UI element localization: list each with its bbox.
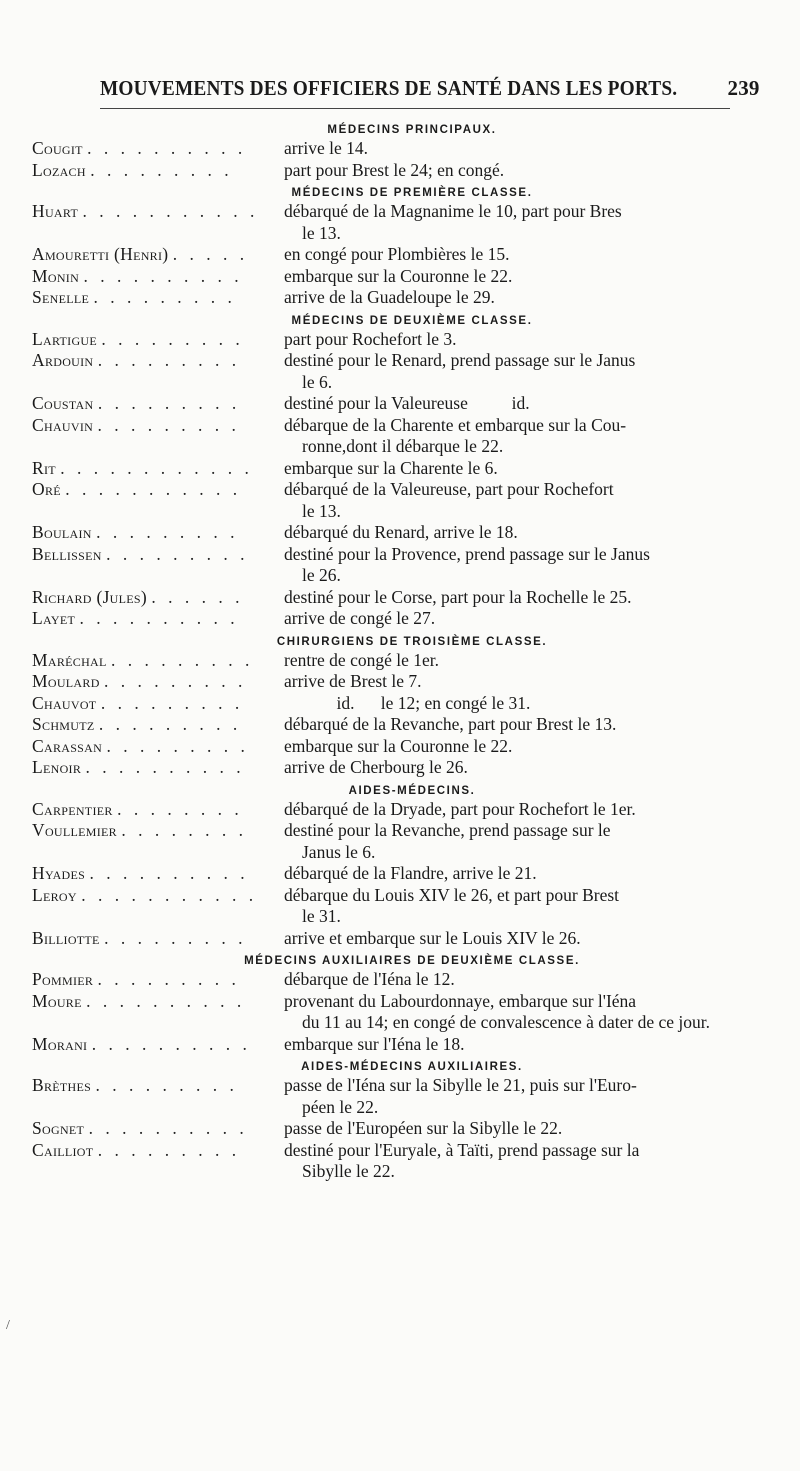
movement-continuation: le 13.	[302, 222, 341, 243]
officer-name: Rit	[32, 457, 56, 478]
leader-dots: . . . . . . . . .	[100, 692, 244, 713]
section-heading: MÉDECINS DE PREMIÈRE CLASSE.	[291, 187, 533, 199]
officer-entry	[32, 266, 732, 288]
movement-description	[284, 522, 732, 544]
movement-text: arrive de congé le 27.	[284, 608, 436, 628]
officer-entry	[32, 820, 732, 863]
leader-dots: . . . . . . . . .	[90, 159, 233, 180]
officer-name: Hyades	[32, 863, 86, 883]
movement-text: arrive de la Guadeloupe le 29.	[284, 287, 495, 307]
leader-dots: . . . . . . . . . . .	[81, 884, 258, 905]
movement-description	[284, 266, 732, 288]
movement-description	[284, 1034, 732, 1056]
running-header	[100, 76, 760, 101]
leader-dots: . . . . . . . . . .	[91, 1033, 251, 1054]
officer-name: Schmutz	[32, 714, 95, 734]
movement-text: embarque sur la Charente le 6.	[284, 457, 498, 478]
movement-description	[284, 544, 732, 587]
leader-dots: . . . . . . . . . .	[83, 265, 243, 286]
officer-name: Pommier	[32, 969, 94, 989]
officer-entry	[32, 458, 732, 480]
officer-name-cell	[32, 1118, 284, 1140]
officer-entry	[32, 544, 732, 587]
leader-dots: . . . . . . . . . .	[85, 757, 245, 777]
movement-description	[284, 928, 732, 950]
movement-text: rentre de congé le 1er.	[284, 649, 439, 670]
movement-text: destiné pour la Revanche, prend passage sur le	[284, 820, 611, 840]
officer-name-cell	[32, 693, 284, 715]
movement-description	[284, 671, 732, 693]
movement-text: passe de l'Européen sur la Sibylle le 22.	[284, 1118, 563, 1138]
officer-name: Billiotte	[32, 927, 100, 948]
movement-text: destiné pour le Renard, prend passage sur le Janus	[284, 350, 636, 370]
officer-entry	[32, 350, 732, 393]
officer-name: Boulain	[32, 522, 92, 542]
officer-entry	[32, 863, 732, 885]
movement-continuation: le 26.	[302, 565, 341, 585]
officer-name: Ardouin	[32, 350, 94, 370]
officer-name: Oré	[32, 479, 61, 499]
officer-name-cell	[32, 799, 284, 821]
officer-entry	[32, 244, 732, 266]
movement-continuation: ronne,dont il débarque le 22.	[302, 436, 504, 456]
leader-dots: . . . . . . . . .	[97, 969, 240, 989]
leader-dots: . . . . . . . . . .	[79, 608, 239, 628]
officer-entry	[32, 1034, 732, 1056]
movement-text: débarque de la Charente et embarque sur la Cou-	[284, 414, 627, 435]
movement-description	[284, 415, 732, 458]
officer-name-cell	[32, 160, 284, 182]
officer-name: Lenoir	[32, 757, 82, 777]
movement-description	[284, 969, 732, 991]
officer-name: Senelle	[32, 287, 90, 307]
officer-entry	[32, 329, 732, 351]
officer-name-cell	[32, 1034, 284, 1056]
officer-entry	[32, 160, 732, 182]
section-heading: MÉDECINS DE DEUXIÈME CLASSE.	[291, 314, 533, 327]
section-heading: MÉDECINS PRINCIPAUX.	[327, 124, 497, 136]
movement-description	[284, 991, 732, 1034]
leader-dots: . . . . . . . . .	[104, 927, 247, 948]
officer-name: Leroy	[32, 884, 77, 905]
leader-dots: . . . . . . . . .	[106, 543, 249, 564]
officer-entry	[32, 736, 732, 758]
leader-dots: . . . . . . . . .	[97, 350, 241, 370]
officer-name-cell	[32, 522, 284, 544]
page-title: MOUVEMENTS DES OFFICIERS DE SANTÉ DANS LES PORTS.	[100, 76, 678, 100]
movement-continuation: le 6.	[302, 371, 333, 392]
officer-name: Monin	[32, 265, 80, 286]
officer-entry	[32, 201, 732, 244]
leader-dots: . . . . . . . . .	[97, 414, 240, 435]
officer-name: Carpentier	[32, 798, 113, 819]
officer-name: Sognet	[32, 1118, 85, 1138]
page-number: 239	[727, 76, 760, 100]
officer-entry	[32, 885, 732, 928]
officer-name-cell	[32, 415, 284, 437]
movement-text: destiné pour l'Euryale, à Taïti, prend passage sur la	[284, 1139, 640, 1160]
movement-text: arrive de Cherbourg le 26.	[284, 757, 468, 777]
officer-name: Carassan	[32, 735, 103, 756]
officer-name: Cailliot	[32, 1139, 94, 1160]
officer-name: Voullemier	[32, 820, 117, 840]
officer-name-cell	[32, 329, 284, 351]
header-rule	[100, 108, 730, 109]
officer-name-cell	[32, 458, 284, 480]
officer-name: Morani	[32, 1033, 88, 1054]
movement-description	[284, 244, 732, 266]
leader-dots: . . . . . . . . . . . .	[60, 457, 253, 478]
movement-text: embarque sur la Couronne le 22.	[284, 265, 513, 286]
movement-description	[284, 329, 732, 351]
movement-text: débarqué de la Revanche, part pour Brest le 13.	[284, 714, 617, 734]
movement-text: embarque sur la Couronne le 22.	[284, 735, 513, 756]
officer-name: Chauvot	[32, 692, 97, 713]
movement-description	[284, 714, 732, 736]
section-heading: MÉDECINS AUXILIAIRES DE DEUXIÈME CLASSE.	[244, 955, 580, 967]
officer-entry	[32, 415, 732, 458]
movement-text: destiné pour la Valeureuse id.	[284, 393, 530, 413]
movement-description	[284, 608, 732, 630]
officer-entry	[32, 1075, 732, 1118]
movement-text: passe de l'Iéna sur la Sibylle le 21, puis sur l'Euro-	[284, 1075, 637, 1095]
movement-text: arrive et embarque sur le Louis XIV le 26.	[284, 927, 581, 948]
leader-dots: . . . . . . . . .	[96, 522, 239, 542]
officer-entry	[32, 928, 732, 950]
officer-entry	[32, 608, 732, 630]
leader-dots: . . . . . . . . .	[95, 1075, 238, 1095]
officer-name-cell	[32, 714, 284, 736]
officer-name: Chauvin	[32, 414, 94, 435]
movement-description	[284, 736, 732, 758]
leader-dots: . . . . . . . . .	[98, 714, 242, 734]
leader-dots: . . . . . . . .	[117, 798, 243, 819]
officer-name-cell	[32, 587, 284, 609]
movement-description	[284, 393, 732, 415]
section-heading: CHIRURGIENS DE TROISIÈME CLASSE.	[276, 635, 548, 648]
movement-description	[284, 863, 732, 885]
officer-name: Amouretti (Henri)	[32, 244, 169, 264]
officer-name-cell	[32, 820, 284, 842]
leader-dots: . . . . . . . . .	[111, 649, 254, 670]
movement-text: provenant du Labourdonnaye, embarque sur l'Iéna	[284, 990, 637, 1011]
officer-entry	[32, 1118, 732, 1140]
officer-name: Richard (Jules)	[32, 586, 148, 607]
officer-entry	[32, 757, 732, 779]
leader-dots: . . . . . . . . . .	[87, 138, 247, 158]
officer-entry	[32, 799, 732, 821]
officer-name-cell	[32, 138, 284, 160]
officer-name-cell	[32, 863, 284, 885]
movement-text: débarqué de la Magnanime le 10, part pour Bres	[284, 201, 622, 221]
movement-continuation: du 11 au 14; en congé de convalescence à dater de ce jour.	[302, 1012, 710, 1032]
movement-description	[284, 757, 732, 779]
leader-dots: . . . . . . . . . .	[88, 1118, 248, 1138]
movement-text: débarque de l'Iéna le 12.	[284, 969, 455, 989]
officer-name: Coustan	[32, 393, 94, 413]
movement-text: part pour Brest le 24; en congé.	[284, 159, 505, 180]
movement-text: part pour Rochefort le 3.	[284, 328, 457, 349]
officer-entry	[32, 650, 732, 672]
officer-name-cell	[32, 544, 284, 566]
officer-name: Moulard	[32, 671, 100, 691]
officer-name-cell	[32, 736, 284, 758]
officer-name-cell	[32, 650, 284, 672]
officer-name-cell	[32, 757, 284, 779]
leader-dots: . . . . . . . . . . .	[82, 201, 259, 221]
officer-entry	[32, 138, 732, 160]
movement-text: id. le 12; en congé le 31.	[284, 692, 531, 713]
section-heading: AIDES-MÉDECINS AUXILIAIRES.	[301, 1061, 523, 1073]
officer-entry	[32, 671, 732, 693]
officer-name-cell	[32, 244, 284, 266]
leader-dots: . . . . . . . . .	[101, 328, 244, 349]
officer-entry	[32, 393, 732, 415]
leader-dots: . . . . . . . . . . .	[65, 479, 242, 499]
movement-continuation: le 13.	[302, 500, 341, 521]
officer-entry	[32, 1140, 732, 1183]
officer-name: Maréchal	[32, 649, 107, 670]
officer-name-cell	[32, 671, 284, 693]
movement-description	[284, 458, 732, 480]
officer-name-cell	[32, 350, 284, 372]
movement-text: en congé pour Plombières le 15.	[284, 244, 510, 264]
officer-name-cell	[32, 1140, 284, 1162]
section-heading: AIDES-MÉDECINS.	[348, 784, 476, 797]
officer-name-cell	[32, 608, 284, 630]
movement-text: débarqué de la Flandre, arrive le 21.	[284, 863, 537, 883]
movement-continuation: Janus le 6.	[302, 841, 376, 862]
officer-entry	[32, 991, 732, 1034]
leader-dots: . . . . . . . . .	[106, 735, 249, 756]
officer-name: Layet	[32, 608, 76, 628]
leader-dots: . . . . . . . .	[121, 820, 247, 840]
movement-description	[284, 650, 732, 672]
movement-continuation: péen le 22.	[302, 1096, 379, 1117]
officer-name: Huart	[32, 201, 79, 221]
leader-dots: . . . . . . . . .	[97, 393, 241, 413]
movement-text: embarque sur l'Iéna le 18.	[284, 1033, 465, 1054]
movement-description	[284, 287, 732, 309]
officer-entry	[32, 479, 732, 522]
officer-name-cell	[32, 1075, 284, 1097]
movement-text: débarqué du Renard, arrive le 18.	[284, 522, 518, 542]
officer-entry	[32, 287, 732, 309]
movement-description	[284, 1140, 732, 1183]
movement-text: arrive de Brest le 7.	[284, 671, 422, 691]
officer-name-cell	[32, 287, 284, 309]
officer-name-cell	[32, 266, 284, 288]
officer-name-cell	[32, 393, 284, 415]
movement-description	[284, 479, 732, 522]
movement-description	[284, 1118, 732, 1140]
officer-name: Cougit	[32, 138, 83, 158]
officer-name-cell	[32, 201, 284, 223]
officer-entry	[32, 693, 732, 715]
leader-dots: . . . . . .	[151, 586, 244, 607]
movement-description	[284, 138, 732, 160]
movement-description	[284, 1075, 732, 1118]
movement-description	[284, 350, 732, 393]
leader-dots: . . . . . . . . .	[104, 671, 247, 691]
officer-name-cell	[32, 991, 284, 1013]
officer-name: Lartigue	[32, 328, 98, 349]
leader-dots: . . . . . . . . .	[93, 287, 236, 307]
leader-dots: . . . . . . . . . .	[89, 863, 249, 883]
officer-name: Lozach	[32, 159, 86, 180]
movement-text: débarqué de la Valeureuse, part pour Rochefort	[284, 479, 614, 499]
movement-description	[284, 820, 732, 863]
officer-name: Brèthes	[32, 1075, 92, 1095]
movement-continuation: le 31.	[302, 906, 341, 926]
officer-entry	[32, 522, 732, 544]
movement-description	[284, 587, 732, 609]
officer-entry	[32, 969, 732, 991]
officer-name: Bellissen	[32, 543, 102, 564]
leader-dots: . . . . . . . . . .	[86, 990, 246, 1011]
officer-name-cell	[32, 928, 284, 950]
officer-name-cell	[32, 969, 284, 991]
movement-description	[284, 201, 732, 244]
margin-mark: /	[6, 1318, 10, 1333]
movement-description	[284, 160, 732, 182]
movement-description	[284, 693, 732, 715]
movement-description	[284, 885, 732, 928]
movement-text: débarque du Louis XIV le 26, et part pour Brest	[284, 884, 620, 905]
officer-name: Moure	[32, 990, 82, 1011]
movements-list	[32, 118, 732, 1183]
leader-dots: . . . . .	[172, 244, 249, 264]
officer-entry	[32, 714, 732, 736]
movement-text: débarqué de la Dryade, part pour Rochefort le 1er.	[284, 798, 636, 819]
movement-continuation: Sibylle le 22.	[302, 1161, 395, 1181]
officer-name-cell	[32, 479, 284, 501]
movement-description	[284, 799, 732, 821]
movement-text: destiné pour la Provence, prend passage sur le Janus	[284, 543, 650, 564]
leader-dots: . . . . . . . . .	[97, 1139, 241, 1160]
officer-entry	[32, 587, 732, 609]
movement-text: arrive le 14.	[284, 138, 369, 158]
movement-text: destiné pour le Corse, part pour la Rochelle le 25.	[284, 586, 632, 607]
officer-name-cell	[32, 885, 284, 907]
